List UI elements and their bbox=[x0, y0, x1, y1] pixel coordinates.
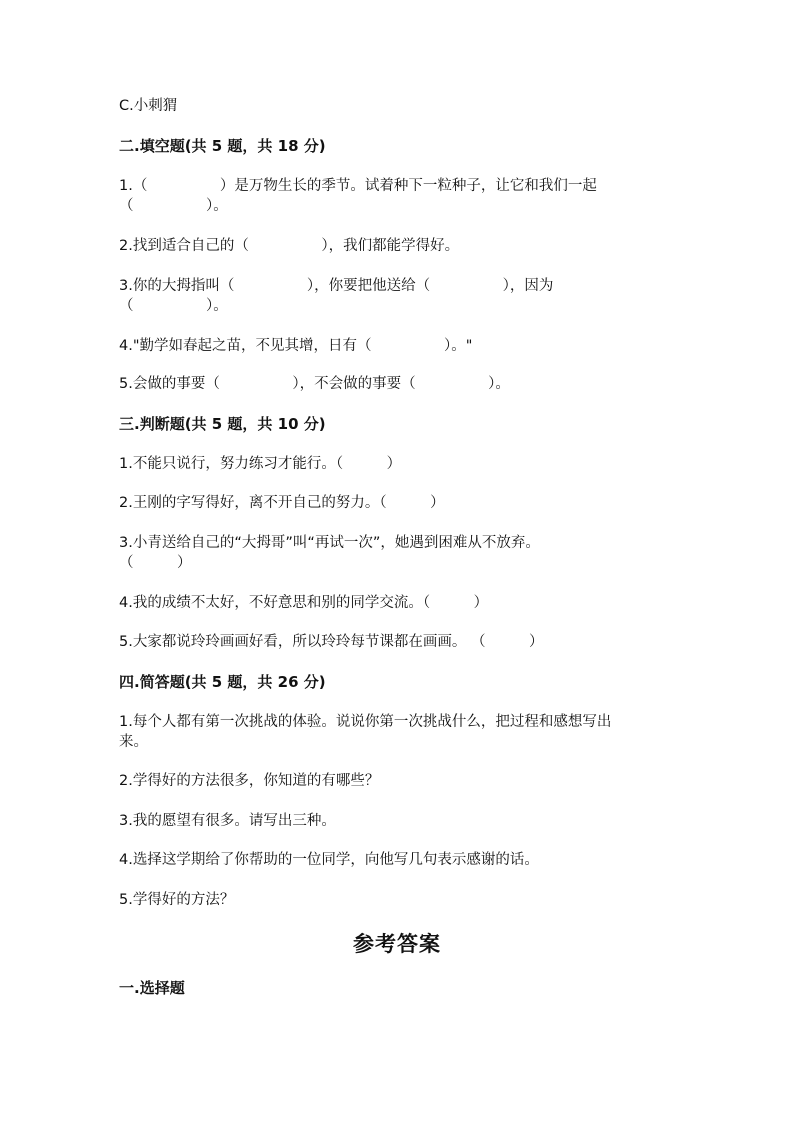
true-false-q3: 3.小青送给自己的“大拇哥”叫“再试一次”，她遇到困难从不放弃。 bbox=[119, 535, 540, 551]
section-true-false-heading: 三.判断题(共 5 题，共 10 分) bbox=[119, 415, 326, 433]
fill-blank-q5: 5.会做的事要（ ），不会做的事要（ ）。 bbox=[119, 376, 510, 392]
true-false-q5: 5.大家都说玲玲画画好看，所以玲玲每节课都在画画。 （ ） bbox=[119, 634, 544, 650]
fill-blank-q1: 1.（ ）是万物生长的季节。试着种下一粒种子，让它和我们一起 bbox=[119, 178, 597, 194]
fill-blank-q2: 2.找到适合自己的（ ），我们都能学得好。 bbox=[119, 238, 460, 254]
true-false-q1: 1.不能只说行，努力练习才能行。（ ） bbox=[119, 456, 402, 472]
short-answer-q5: 5.学得好的方法？ bbox=[119, 892, 235, 908]
section-short-answer-heading: 四.简答题(共 5 题，共 26 分) bbox=[119, 673, 326, 691]
short-answer-q3: 3.我的愿望有很多。请写出三种。 bbox=[119, 813, 336, 829]
true-false-q2: 2.王刚的字写得好，离不开自己的努力。（ ） bbox=[119, 495, 445, 511]
short-answer-q4: 4.选择这学期给了你帮助的一位同学，向他写几句表示感谢的话。 bbox=[119, 852, 539, 868]
true-false-q4: 4.我的成绩不太好，不好意思和别的同学交流。（ ） bbox=[119, 595, 489, 611]
section-fill-blank-heading: 二.填空题(共 5 题，共 18 分) bbox=[119, 137, 326, 155]
short-answer-q1: 1.每个人都有第一次挑战的体验。说说你第一次挑战什么，把过程和感想写出 bbox=[119, 714, 612, 730]
short-answer-q2: 2.学得好的方法很多，你知道的有哪些？ bbox=[119, 773, 380, 789]
fill-blank-q4: 4."勤学如春起之苗，不见其增，日有（ ）。" bbox=[119, 338, 473, 354]
answer-section-choice-heading: 一.选择题 bbox=[119, 979, 185, 997]
fill-blank-q3-cont: （ ）。 bbox=[119, 298, 228, 314]
fill-blank-q1-cont: （ ）。 bbox=[119, 198, 228, 214]
answer-key-title: 参考答案 bbox=[353, 931, 441, 956]
short-answer-q1-cont: 来。 bbox=[119, 734, 148, 750]
option-c: C.小刺猬 bbox=[119, 98, 178, 114]
fill-blank-q3: 3.你的大拇指叫（ ），你要把他送给（ ），因为 bbox=[119, 278, 554, 294]
true-false-q3-cont: （ ） bbox=[119, 555, 192, 571]
